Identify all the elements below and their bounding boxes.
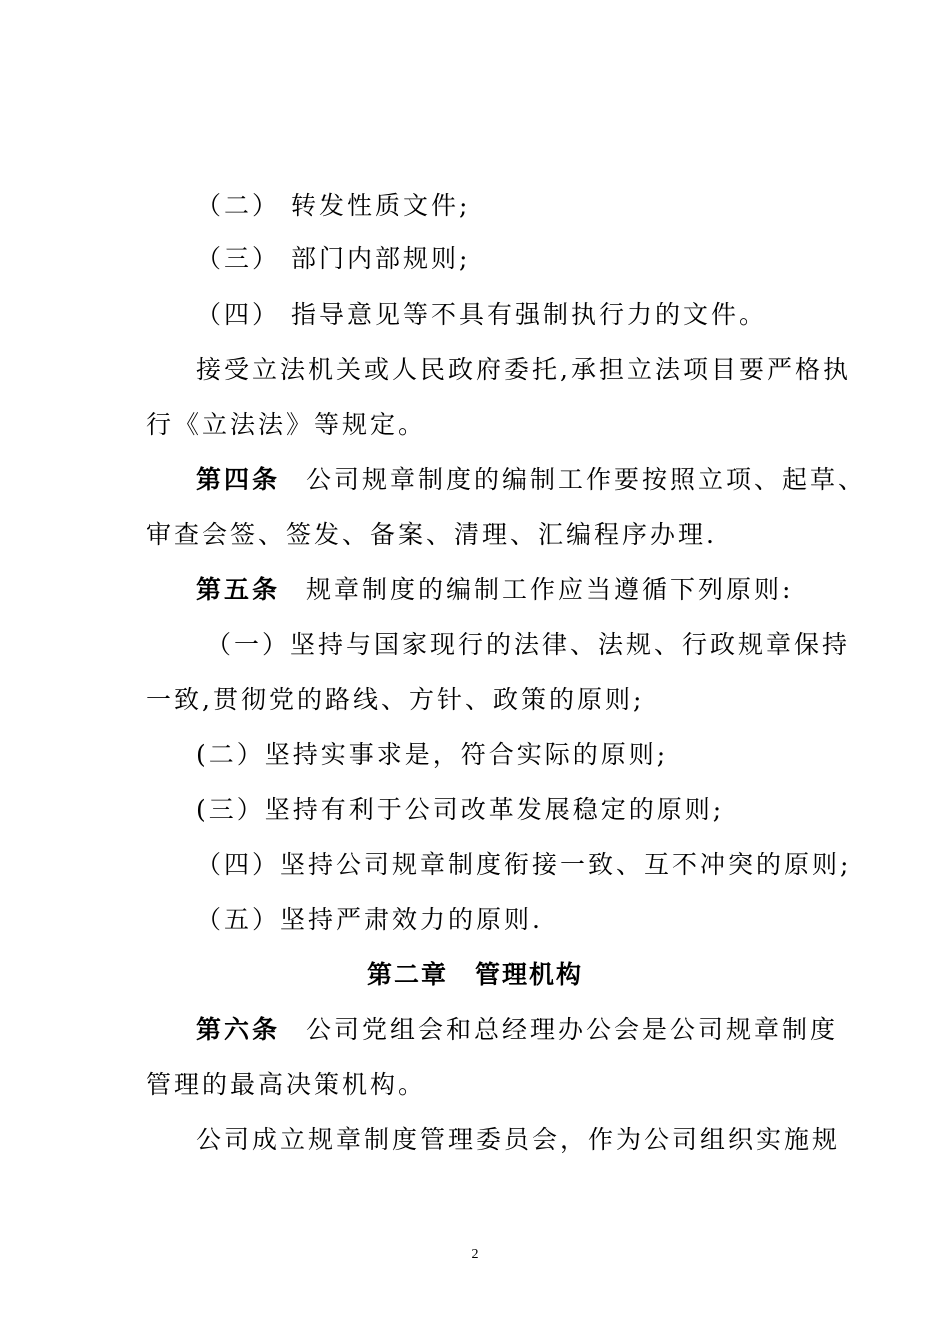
list-item-2: （二） 转发性质文件; — [196, 191, 471, 220]
page-number: 2 — [471, 1247, 479, 1262]
principle-2: (二）坚持实事求是，符合实际的原则; — [196, 740, 669, 769]
article-5 — [196, 575, 793, 605]
article-6-text: 公司党组会和总经理办公会是公司规章制度 — [306, 1015, 839, 1044]
article-5-text: 规章制度的编制工作应当遵循下列原则: — [306, 575, 794, 604]
article-4 — [196, 465, 866, 495]
article-4-text: 公司规章制度的编制工作要按照立项、起草、 — [306, 465, 867, 494]
paragraph-line: 管理的最高决策机构。 — [146, 1070, 427, 1099]
chapter-heading: 第二章 管理机构 — [366, 960, 583, 989]
list-item-3: （三） 部门内部规则; — [196, 244, 471, 273]
paragraph-line: 一致,贯彻党的路线、方针、政策的原则; — [146, 685, 645, 714]
paragraph-line: 行《立法法》等规定。 — [146, 410, 427, 439]
principle-1: （一）坚持与国家现行的法律、法规、行政规章保持 — [206, 630, 851, 659]
principle-4: （四）坚持公司规章制度衔接一致、互不冲突的原则; — [196, 850, 852, 879]
list-item-4: （四） 指导意见等不具有强制执行力的文件。 — [196, 300, 767, 329]
paragraph-line: 公司成立规章制度管理委员会，作为公司组织实施规 — [196, 1125, 841, 1154]
paragraph-line: 接受立法机关或人民政府委托,承担立法项目要严格执 — [196, 355, 851, 384]
article-4-label: 第四条 — [196, 465, 281, 494]
article-5-label: 第五条 — [196, 575, 281, 604]
principle-5: （五）坚持严肃效力的原则. — [196, 905, 543, 934]
principle-3: (三）坚持有利于公司改革发展稳定的原则; — [196, 795, 725, 824]
paragraph-line: 审查会签、签发、备案、清理、汇编程序办理. — [146, 520, 717, 549]
article-6 — [196, 1015, 838, 1045]
article-6-label: 第六条 — [196, 1015, 281, 1044]
